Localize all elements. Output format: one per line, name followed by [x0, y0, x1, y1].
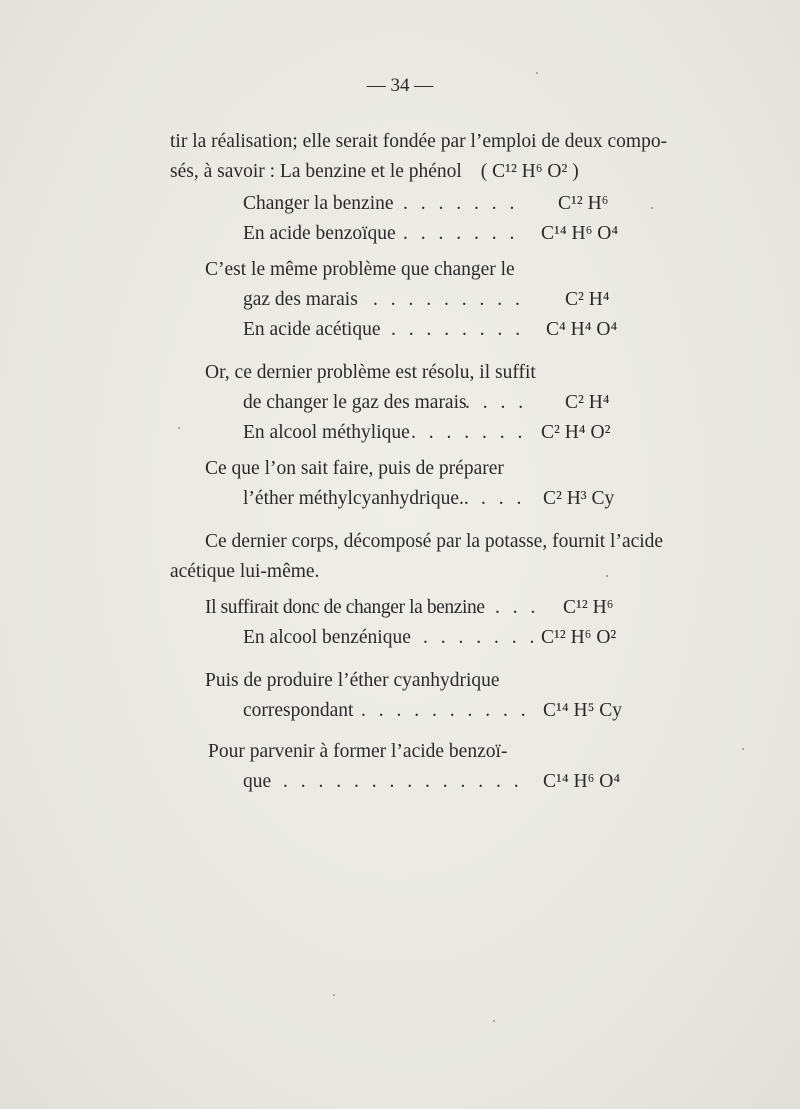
block2-lead: C’est le même problème que changer le — [205, 259, 515, 280]
intro-line-1: tir la réalisation; elle serait fondée par l’emploi de deux compo- — [170, 131, 668, 152]
row-formula: C² H⁴ — [565, 392, 610, 413]
row-label: En acide benzoïque — [243, 223, 396, 244]
paper-speck — [333, 994, 335, 996]
row-dots: . . . . . . . — [411, 422, 527, 443]
row-label: de changer le gaz des marais — [243, 392, 467, 413]
row-dots: . . . — [481, 488, 526, 509]
page-number: — 34 — — [366, 75, 434, 96]
row-formula: C¹² H⁶ O² — [541, 627, 617, 648]
row-dots: . . . . . . . . — [391, 319, 525, 340]
paper-speck — [742, 748, 744, 750]
row-dots: . . . — [495, 597, 540, 618]
row-label: gaz des marais — [243, 289, 358, 310]
block6-lead: Puis de produire l’éther cyanhydrique — [205, 670, 500, 691]
paragraph-line-2: acétique lui-même. — [170, 561, 320, 582]
row-label: Changer la benzine — [243, 193, 394, 214]
row-formula: C² H⁴ — [565, 289, 610, 310]
row-label: En alcool méthylique — [243, 422, 410, 443]
row-formula: C¹⁴ H⁶ O⁴ — [543, 771, 621, 792]
row-label: correspondant — [243, 700, 354, 721]
block3-lead: Or, ce dernier problème est résolu, il suffit — [205, 362, 536, 383]
paper-speck — [651, 207, 653, 209]
block4-lead: Ce que l’on sait faire, puis de préparer — [205, 458, 504, 479]
row-formula: C² H⁴ O² — [541, 422, 611, 443]
row-label: Il suffirait donc de changer la benzine — [205, 597, 485, 618]
paper-speck — [178, 427, 180, 429]
row-formula: C² H³ Cy — [543, 488, 615, 509]
paper-speck — [493, 1020, 495, 1022]
row-formula: C⁴ H⁴ O⁴ — [546, 319, 618, 340]
row-dots: . . . . — [465, 392, 528, 413]
row-dots: . . . . . . . — [403, 193, 519, 214]
row-label: En acide acétique — [243, 319, 381, 340]
row-dots: . . . . . . . . . — [373, 289, 524, 310]
row-formula: C¹⁴ H⁵ Cy — [543, 700, 623, 721]
intro-line-2-text: sés, à savoir : La benzine et le phénol — [170, 161, 462, 182]
row-dots: . . . . . . . . . . . . . . — [283, 771, 523, 792]
intro-line-2-formula: ( C¹² H⁶ O² ) — [480, 161, 579, 182]
paper-speck — [606, 575, 608, 577]
paper-speck — [536, 72, 538, 74]
paragraph-line-1: Ce dernier corps, décomposé par la potasse, fournit l’acide — [205, 531, 664, 552]
row-dots: . . . . . . . — [423, 627, 539, 648]
row-formula: C¹⁴ H⁶ O⁴ — [541, 223, 619, 244]
intro-line-2 — [170, 160, 579, 184]
row-label: que — [243, 771, 272, 792]
row-dots: . . . . . . . — [403, 223, 519, 244]
block7-lead: Pour parvenir à former l’acide benzoï- — [208, 741, 508, 762]
row-dots: . . . . . . . . . . — [361, 700, 530, 721]
row-formula: C¹² H⁶ — [563, 597, 614, 618]
row-label: En alcool benzénique — [243, 627, 411, 648]
row-label: l’éther méthylcyanhydrique.. — [243, 488, 469, 509]
row-formula: C¹² H⁶ — [558, 193, 609, 214]
